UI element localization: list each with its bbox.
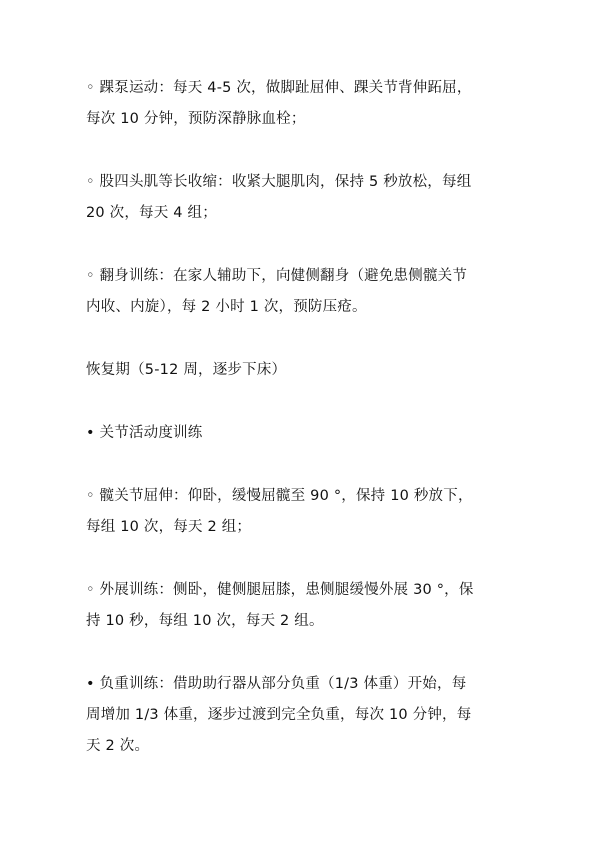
turn-over-line-1: ◦ 翻身训练：在家人辅助下，向健侧翻身（避免患侧髋关节 [86, 268, 468, 284]
recovery-phase-heading: 恢复期（5-12 周，逐步下床） [86, 362, 287, 378]
weight-bearing-line-2: 周增加 1/3 体重，逐步过渡到完全负重，每次 10 分钟，每 [86, 707, 472, 723]
hip-flexion-line-1: ◦ 髋关节屈伸：仰卧，缓慢屈髋至 90 °，保持 10 秒放下， [86, 488, 473, 504]
ankle-pump-line-1: ◦ 踝泵运动：每天 4-5 次，做脚趾屈伸、踝关节背伸跖屈， [86, 80, 472, 96]
hip-flexion-line-2: 每组 10 次，每天 2 组； [86, 519, 252, 535]
rom-training-heading: • 关节活动度训练 [86, 425, 203, 441]
weight-bearing-line-1: • 负重训练：借助助行器从部分负重（1/3 体重）开始，每 [86, 676, 467, 692]
abduction-line-2: 持 10 秒，每组 10 次，每天 2 组。 [86, 613, 324, 629]
turn-over-line-2: 内收、内旋），每 2 小时 1 次，预防压疮。 [86, 299, 367, 315]
weight-bearing-line-3: 天 2 次。 [86, 738, 150, 754]
quad-set-line-1: ◦ 股四头肌等长收缩：收紧大腿肌肉，保持 5 秒放松，每组 [86, 174, 472, 190]
ankle-pump-line-2: 每次 10 分钟，预防深静脉血栓； [86, 111, 306, 127]
abduction-line-1: ◦ 外展训练：侧卧，健侧腿屈膝，患侧腿缓慢外展 30 °，保 [86, 582, 474, 598]
quad-set-line-2: 20 次，每天 4 组； [86, 205, 217, 221]
